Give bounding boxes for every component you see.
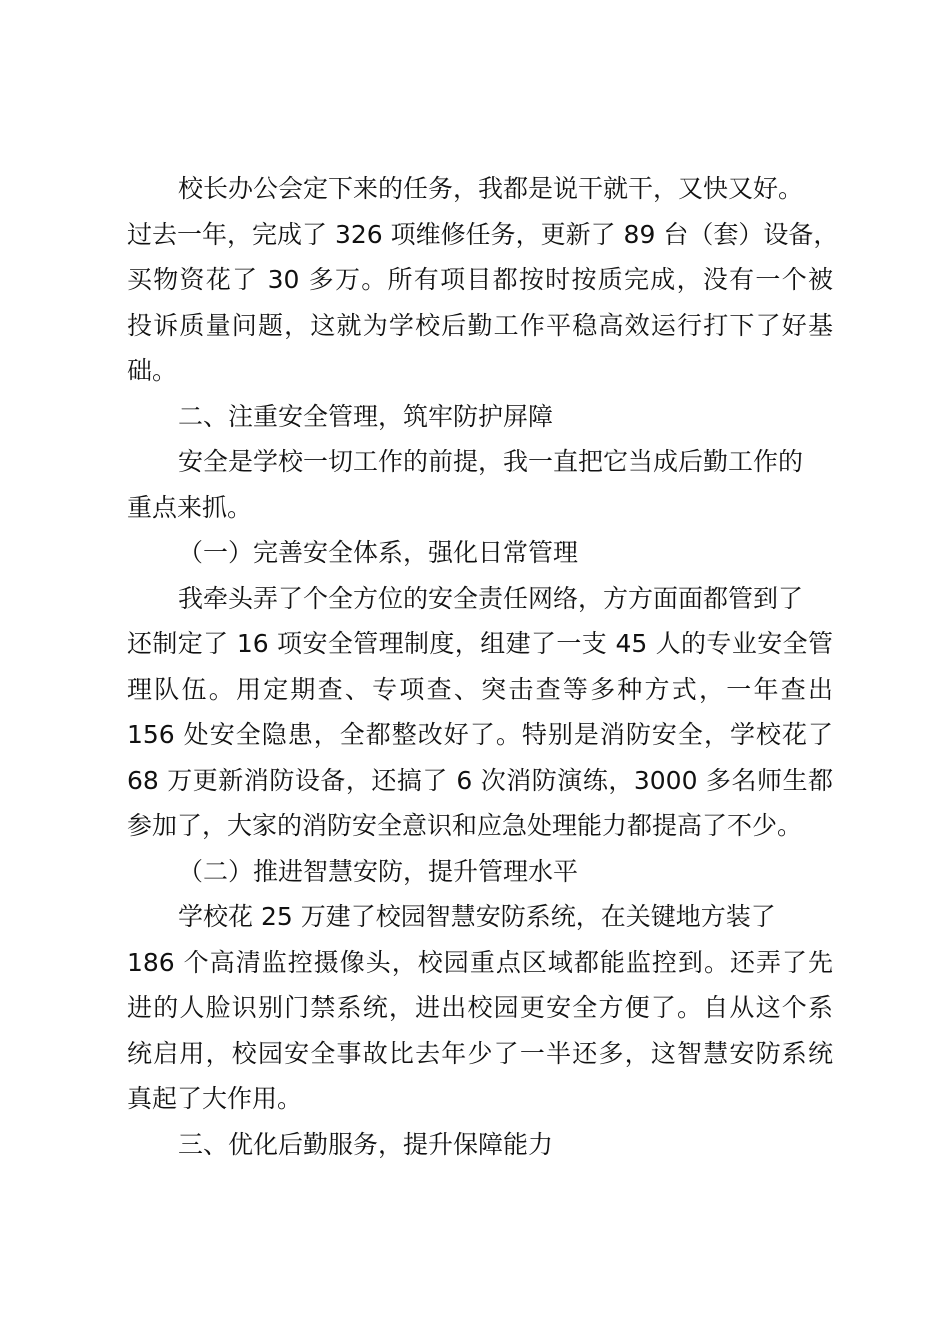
- paragraph-line: 我牵头弄了个全方位的安全责任网络，方方面面都管到了: [178, 583, 804, 613]
- paragraph-line: 186 个高清监控摄像头，校园重点区域都能监控到。还弄了先: [127, 947, 833, 977]
- paragraph-line: 统启用，校园安全事故比去年少了一半还多，这智慧安防系统: [127, 1038, 833, 1068]
- subsection-heading: （一）完善安全体系，强化日常管理: [178, 538, 579, 567]
- section-heading: 二、注重安全管理，筑牢防护屏障: [178, 401, 554, 431]
- paragraph-line: 买物资花了 30 多万。所有项目都按时按质完成，没有一个被: [127, 265, 833, 294]
- paragraph-line: 础。: [127, 356, 178, 385]
- paragraph-line: 学校花 25 万建了校园智慧安防系统，在关键地方装了: [178, 902, 776, 931]
- paragraph-line: 投诉质量问题，这就为学校后勤工作平稳高效运行打下了好基: [127, 310, 833, 340]
- paragraph-line: 重点来抓。: [127, 492, 253, 522]
- document-body: [127, 166, 839, 1167]
- paragraph-line: 156 处安全隐患，全都整改好了。特别是消防安全，学校花了: [127, 720, 833, 749]
- paragraph-line: 进的人脸识别门禁系统，进出校园更安全方便了。自从这个系: [127, 993, 833, 1022]
- section-heading: 三、优化后勤服务，提升保障能力: [178, 1129, 554, 1159]
- paragraph-line: 理队伍。用定期查、专项查、突击查等多种方式，一年查出: [127, 674, 833, 704]
- paragraph-line: 还制定了 16 项安全管理制度，组建了一支 45 人的专业安全管: [127, 629, 833, 658]
- paragraph-line: 参加了，大家的消防安全意识和应急处理能力都提高了不少。: [127, 811, 803, 840]
- paragraph-line: 68 万更新消防设备，还搞了 6 次消防演练，3000 多名师生都: [127, 765, 833, 795]
- paragraph-line: 校长办公会定下来的任务，我都是说干就干，又快又好。: [178, 174, 804, 203]
- paragraph-line: 过去一年，完成了 326 项维修任务，更新了 89 台（套）设备，: [127, 219, 839, 249]
- paragraph-line: 真起了大作用。: [127, 1084, 303, 1113]
- subsection-heading: （二）推进智慧安防，提升管理水平: [178, 856, 579, 886]
- paragraph-line: 安全是学校一切工作的前提，我一直把它当成后勤工作的: [178, 447, 804, 476]
